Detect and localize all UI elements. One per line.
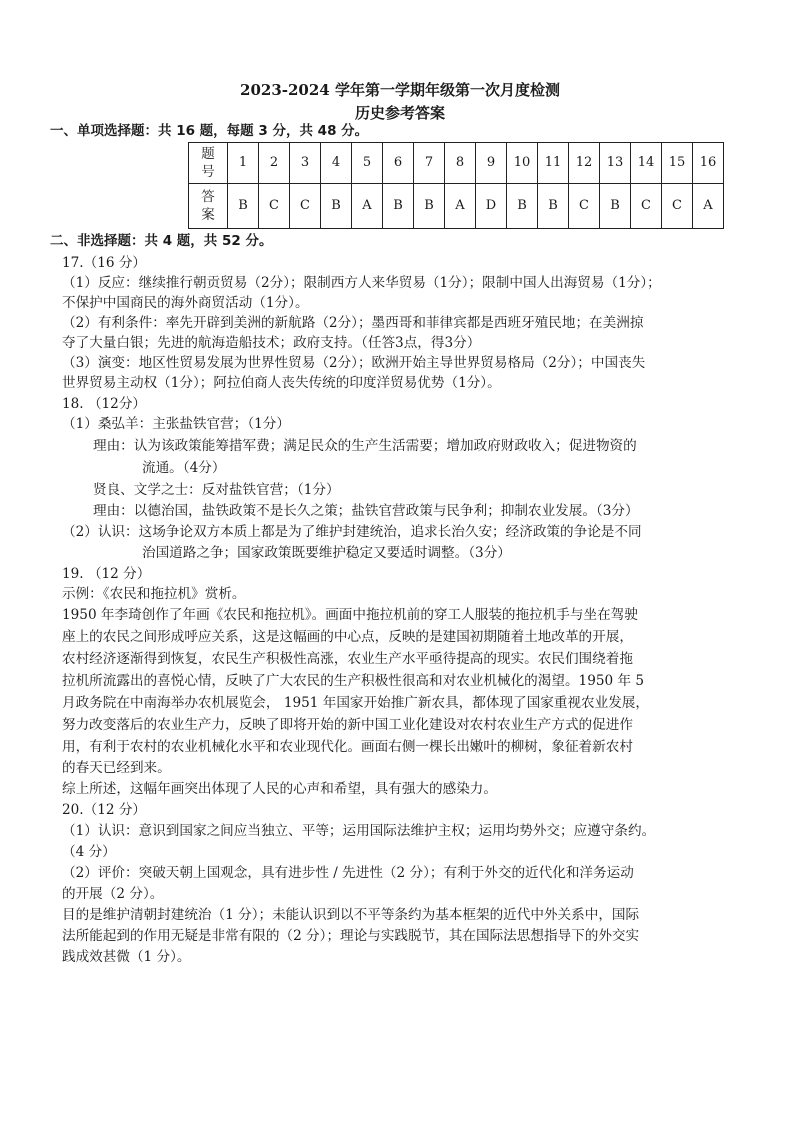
question-19-heading: 19. （12 分）: [62, 566, 151, 582]
answer-text-line: （4 分）: [62, 844, 116, 860]
answer-text-line: （2）评价：突破天朝上国观念，具有进步性 / 先进性（2 分）；有利于外交的近代化和洋务运动: [62, 865, 634, 881]
question-17-heading: 17.（16 分）: [62, 255, 147, 271]
section-1-heading: 一、单项选择题：共 16 题，每题 3 分，共 48 分。: [50, 123, 369, 139]
section-2-heading: 二、非选择题：共 4 题，共 52 分。: [50, 233, 273, 249]
answer-text-line: （2）有利条件：率先开辟到美洲的新航路（2分）；墨西哥和菲律宾都是西班牙殖民地；在美洲掠: [62, 315, 644, 331]
answer-cell: B: [600, 184, 631, 229]
answer-text-line: 的开展（2 分）。: [62, 886, 164, 902]
answer-text-line: 用，有利于农村的农业机械化水平和农业现代化。画面右侧一棵长出嫩叶的柳树，象征着新农村: [62, 739, 633, 755]
answer-text-line: （2）认识：这场争论双方本质上都是为了维护封建统治，追求长治久安；经济政策的争论是不同: [62, 524, 642, 540]
question-number-cell: 2: [259, 143, 290, 184]
question-number-cell: 10: [507, 143, 538, 184]
answer-cell: C: [259, 184, 290, 229]
answer-text-line: 努力改变落后的农业生产力，反映了即将开始的新中国工业化建设对农村农业生产方式的促进作: [62, 717, 633, 733]
answer-cell: B: [507, 184, 538, 229]
answer-cell: B: [321, 184, 352, 229]
row-label-answer: 答 案: [189, 184, 228, 229]
answer-cell: A: [693, 184, 724, 229]
question-number-cell: 3: [290, 143, 321, 184]
document-title: 2023-2024 学年第一学期年级第一次月度检测: [240, 81, 560, 99]
answer-text-line: 夺了大量白银；先进的航海造船技术；政府支持。（任答3点，得3分）: [62, 335, 481, 351]
question-number-cell: 14: [631, 143, 662, 184]
question-number-cell: 12: [569, 143, 600, 184]
answer-text-line: 综上所述，这幅年画突出体现了人民的心声和希望，具有强大的感染力。: [62, 781, 497, 797]
answer-text-line: 治国道路之争；国家政策既要维护稳定又要适时调整。（3分）: [142, 545, 511, 561]
answer-text-line: 示例：《农民和拖拉机》赏析。: [62, 586, 246, 602]
answer-text-line: 法所能起到的作用无疑是非常有限的（2 分）；理论与实践脱节，其在国际法思想指导下的外交实: [62, 928, 640, 944]
answer-text-line: 目的是维护清朝封建统治（1 分）；未能认识到以不平等条约为基本框架的近代中外关系中，国际: [62, 907, 640, 923]
answer-text-line: （1）反应：继续推行朝贡贸易（2分）；限制西方人来华贸易（1分）；限制中国人出海贸易（1分）；: [62, 275, 661, 291]
answer-cell: C: [569, 184, 600, 229]
answer-cell: C: [290, 184, 321, 229]
answer-cell: A: [352, 184, 383, 229]
answer-cell: B: [383, 184, 414, 229]
question-20-heading: 20.（12 分）: [62, 802, 147, 818]
row-label-question-number: 题 号: [189, 143, 228, 184]
answer-cell: B: [228, 184, 259, 229]
answer-table: [188, 142, 724, 229]
document-subtitle: 历史参考答案: [354, 104, 445, 122]
answer-cell: C: [631, 184, 662, 229]
answer-text-line: （3）演变：地区性贸易发展为世界性贸易（2分）；欧洲开始主导世界贸易格局（2分）；中国丧失: [62, 355, 646, 371]
question-number-cell: 1: [228, 143, 259, 184]
answer-cell: C: [662, 184, 693, 229]
answer-text-line: （1）桑弘羊：主张盐铁官营；（1分）: [62, 416, 290, 432]
question-number-cell: 4: [321, 143, 352, 184]
question-number-cell: 5: [352, 143, 383, 184]
answer-text-line: （1）认识：意识到国家之间应当独立、平等；运用国际法维护主权；运用均势外交；应遵守条约。: [62, 823, 656, 839]
question-number-cell: 8: [445, 143, 476, 184]
question-number-cell: 15: [662, 143, 693, 184]
answer-text-line: 月政务院在中南海举办农机展览会， 1951 年国家开始推广新农具，都体现了国家重视农业发展，: [62, 695, 649, 711]
answer-text-line: 的春天已经到来。: [62, 760, 171, 776]
question-number-cell: 11: [538, 143, 569, 184]
answer-text-line: 践成效甚微（1 分）。: [62, 949, 191, 965]
question-number-cell: 13: [600, 143, 631, 184]
answer-text-line: 不保护中国商民的海外商贸活动（1分）。: [62, 295, 309, 311]
answer-cell: D: [476, 184, 507, 229]
answer-text-line: 座上的农民之间形成呼应关系，这是这幅画的中心点，反映的是建国初期随着土地改革的开展，: [62, 629, 633, 645]
question-number-cell: 16: [693, 143, 724, 184]
answer-text-line: 理由：以德治国，盐铁政策不是长久之策；盐铁官营政策与民争利；抑制农业发展。（3分）: [93, 503, 639, 519]
answer-text-line: 理由：认为该政策能筹措军费；满足民众的生产生活需要；增加政府财政收入；促进物资的: [93, 438, 637, 454]
question-18-heading: 18. （12分）: [62, 396, 147, 412]
table-row-numbers: [189, 143, 724, 184]
question-number-cell: 9: [476, 143, 507, 184]
answer-cell: B: [538, 184, 569, 229]
table-row-answers: [189, 184, 724, 229]
answer-cell: B: [414, 184, 445, 229]
answer-text-line: 流通。（4分）: [142, 460, 226, 476]
answer-text-line: 1950 年李琦创作了年画《农民和拖拉机》。画面中拖拉机前的穿工人服装的拖拉机手与坐在驾驶: [62, 607, 638, 623]
answer-text-line: 农村经济逐渐得到恢复，农民生产积极性高涨，农业生产水平亟待提高的现实。农民们围绕着拖: [62, 651, 633, 667]
answer-cell: A: [445, 184, 476, 229]
answer-text-line: 世界贸易主动权（1分）；阿拉伯商人丧失传统的印度洋贸易优势（1分）。: [62, 375, 501, 391]
question-number-cell: 7: [414, 143, 445, 184]
answer-text-line: 贤良、文学之士：反对盐铁官营；（1分）: [93, 482, 340, 498]
answer-text-line: 拉机所流露出的喜悦心情，反映了广大农民的生产积极性很高和对农业机械化的渴望。1950 年 5: [62, 673, 645, 689]
question-number-cell: 6: [383, 143, 414, 184]
